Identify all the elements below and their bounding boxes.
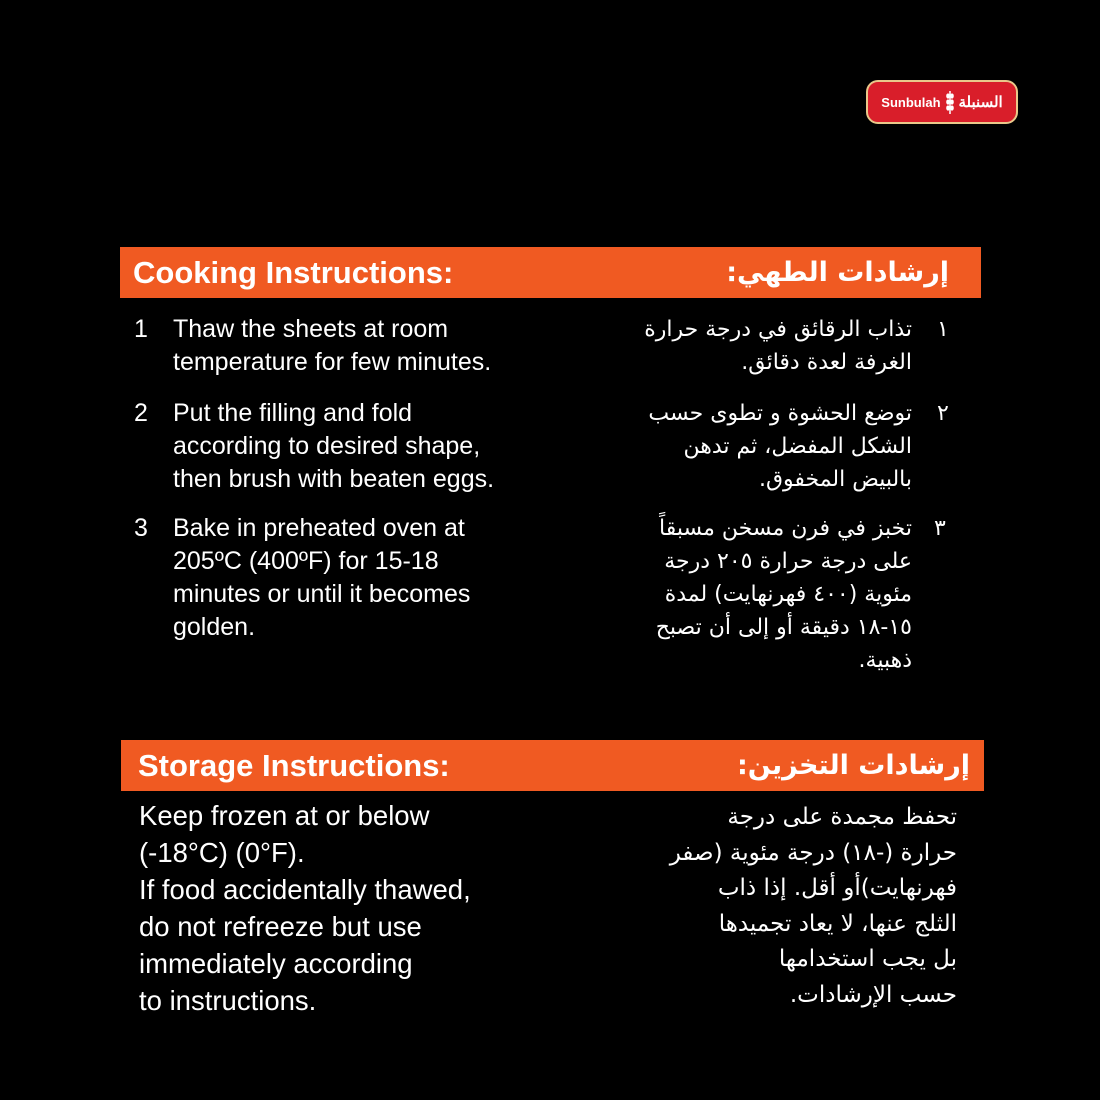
storage-text-ar: تحفظ مجمدة على درجة حرارة (-١٨) درجة مئوية (صفر فهرنهايت)أو أقل. إذا ذاب الثلج عنها، لا يعاد تجميدها بل يجب استخدامها حسب الإرشادات. [669, 804, 957, 1008]
storage-title-en: Storage Instructions: [138, 747, 450, 783]
step-2-text-ar: توضع الحشوة و تطوى حسب الشكل المفضل، ثم تدهن بالبيض المخفوق. [648, 401, 912, 492]
logo-text-en: Sunbulah [881, 94, 941, 110]
step-2-text-en: Put the filling and fold according to desired shape, then brush with beaten eggs. [173, 399, 495, 493]
storage-title-ar: إرشادات التخزين: [736, 750, 970, 781]
storage-instructions-header [121, 740, 984, 791]
cooking-instructions-header [120, 247, 981, 298]
step-1-number-en: 1 [134, 315, 148, 343]
step-3-text-en: Bake in preheated oven at 205ºC (400ºF) for 15-18 minutes or until it becomes golden. [173, 514, 471, 641]
step-1-text-en: Thaw the sheets at room temperature for few minutes. [173, 315, 492, 376]
logo-text-ar: السنبلة [958, 94, 1003, 111]
step-3-text-ar: تخبز في فرن مسخن مسبقاً على درجة حرارة ٢٠٥ درجة مئوية (٤٠٠ فهرنهايت) لمدة ١٥-١٨ دقيقة أو إلى أن تصبح ذهبية. [655, 516, 912, 673]
sunbulah-logo [866, 80, 1018, 124]
cooking-title-en: Cooking Instructions: [133, 254, 454, 290]
step-2-number-ar: ٢ [937, 401, 949, 426]
step-1-number-ar: ١ [937, 317, 949, 342]
step-1-text-ar: تذاب الرقائق في درجة حرارة الغرفة لعدة دقائق. [644, 317, 912, 375]
wheat-icon [945, 89, 955, 115]
storage-text-en: Keep frozen at or below (-18°C) (0°F). If food accidentally thawed, do not refreeze but use immediately according to instructions. [139, 800, 471, 1016]
step-2-number-en: 2 [134, 399, 148, 427]
step-3-number-ar: ٣ [934, 516, 946, 541]
step-3-number-en: 3 [134, 514, 148, 542]
cooking-title-ar: إرشادات الطهي: [726, 257, 949, 288]
